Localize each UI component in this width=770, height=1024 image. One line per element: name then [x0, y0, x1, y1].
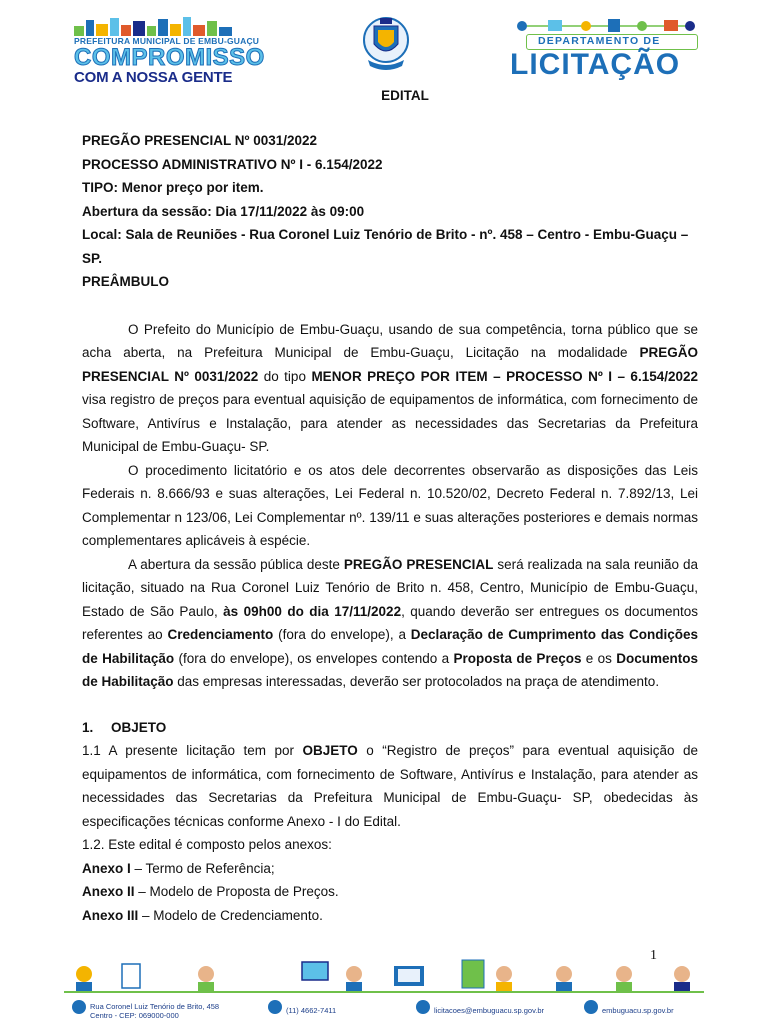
- departamento-licitacao-logo: [508, 18, 698, 82]
- preambulo-heading: PREÂMBULO: [82, 274, 169, 289]
- section-1-heading: 1. OBJETO: [82, 719, 167, 735]
- local-line: Local: Sala de Reuniões - Rua Coronel Luiz Tenório de Brito - nº. 458 – Centro - Embu-Guaçu – SP.: [82, 227, 689, 266]
- page-header: [0, 0, 770, 86]
- annex-item: Anexo I – Termo de Referência;: [82, 860, 275, 876]
- item-1-1: 1.1 A presente licitação tem por OBJETO o “Registro de preços” para eventual aquisição de equipamentos de informática, com fornecimento de Software, Antivírus e Instalação, para atender as necessidades das Secretarias da Prefeitura Municipal de Embu-Guaçu- SP, obedecidas às especificações técnicas conforme Anexo - I do Edital.: [82, 743, 698, 829]
- abertura-line: Abertura da sessão: Dia 17/11/2022 às 09:00: [82, 203, 365, 219]
- phone-icon: [268, 1000, 282, 1014]
- preamble-paragraph-2: O procedimento licitatório e os atos dele decorrentes observarão as disposições das Leis Federais n. 8.666/93 e suas alterações, Lei Federal n. 10.520/02, Decreto Federal n. 7.892/13, Lei Complementar n 123/06, Lei Complementar nº. 139/11 e suas alterações posteriores e demais normas complementares aplicáveis à espécie.: [82, 462, 698, 548]
- connected-devices-icon: [508, 18, 698, 34]
- prefeitura-label: PREFEITURA MUNICIPAL DE EMBU-GUAÇU: [74, 36, 260, 46]
- tipo-line: TIPO: Menor preço por item.: [82, 180, 264, 195]
- footer-illustration-icon: [64, 958, 704, 992]
- footer-phone: (11) 4662-7411: [286, 1006, 337, 1015]
- com-a-nossa-gente-wordmark: COM A NOSSA GENTE: [74, 69, 233, 86]
- footer-address: Rua Coronel Luiz Tenório de Brito, 458 Centro - CEP: 069000-000: [90, 1002, 220, 1020]
- compromisso-wordmark: COMPROMISSO: [74, 44, 265, 71]
- preamble-paragraph-3: A abertura da sessão pública deste PREGÃO PRESENCIAL será realizada na sala reunião da licitação, situado na Rua Coronel Luiz Tenório de Brito n. 458, Centro, Município de Embu-Guaçu, Estado de São Paulo, às 09h00 do dia 17/11/2022, quando deverão ser entregues os documentos referentes ao Credenciamento (fora do envelope), a Declaração de Cumprimento das Condições de Habilitação (fora do envelope), os envelopes contendo a Proposta de Preços e os Documentos de Habilitação das empresas interessadas, deverão ser protocolados na praça de atendimento.: [82, 556, 699, 689]
- departamento-label: DEPARTAMENTO DE: [538, 35, 661, 47]
- footer-website[interactable]: embuguacu.sp.gov.br: [602, 1006, 674, 1015]
- footer-email[interactable]: licitacoes@embuguacu.sp.gov.br: [434, 1006, 545, 1015]
- document-body: [82, 84, 698, 927]
- preamble-paragraph-1: O Prefeito do Município de Embu-Guaçu, usando de sua competência, torna público que se acha aberta, na Prefeitura Municipal de Embu-Guaçu, Licitação na modalidade PREGÃO PRESENCIAL Nº 0031/2022 do tipo MENOR PREÇO POR ITEM – PROCESSO Nº I – 6.154/2022 visa registro de preços para eventual aquisição de equipamentos de informática, com fornecimento de Software, Antivírus e Instalação, para atender as necessidades das Secretarias da Prefeitura Municipal de Embu-Guaçu- SP.: [82, 321, 699, 454]
- website-icon: [584, 1000, 598, 1014]
- annex-item: Anexo II – Modelo de Proposta de Preços.: [82, 884, 339, 899]
- page-number: 1: [650, 948, 657, 963]
- footer-ground-line: [64, 991, 704, 993]
- item-1-2: 1.2. Este edital é composto pelos anexos:: [82, 837, 332, 852]
- compromisso-logo: [74, 16, 265, 86]
- document-title: EDITAL: [381, 88, 429, 103]
- licitacao-wordmark: LICITAÇÃO: [510, 48, 681, 81]
- location-icon: [72, 1000, 86, 1014]
- municipal-seal-icon: [362, 14, 410, 74]
- city-skyline-icon: [74, 16, 234, 36]
- pregao-line: PREGÃO PRESENCIAL Nº 0031/2022: [82, 133, 318, 148]
- email-icon: [416, 1000, 430, 1014]
- processo-line: PROCESSO ADMINISTRATIVO Nº I - 6.154/2022: [82, 156, 383, 172]
- annex-item: Anexo III – Modelo de Credenciamento.: [82, 907, 323, 923]
- page-footer: [0, 958, 770, 1024]
